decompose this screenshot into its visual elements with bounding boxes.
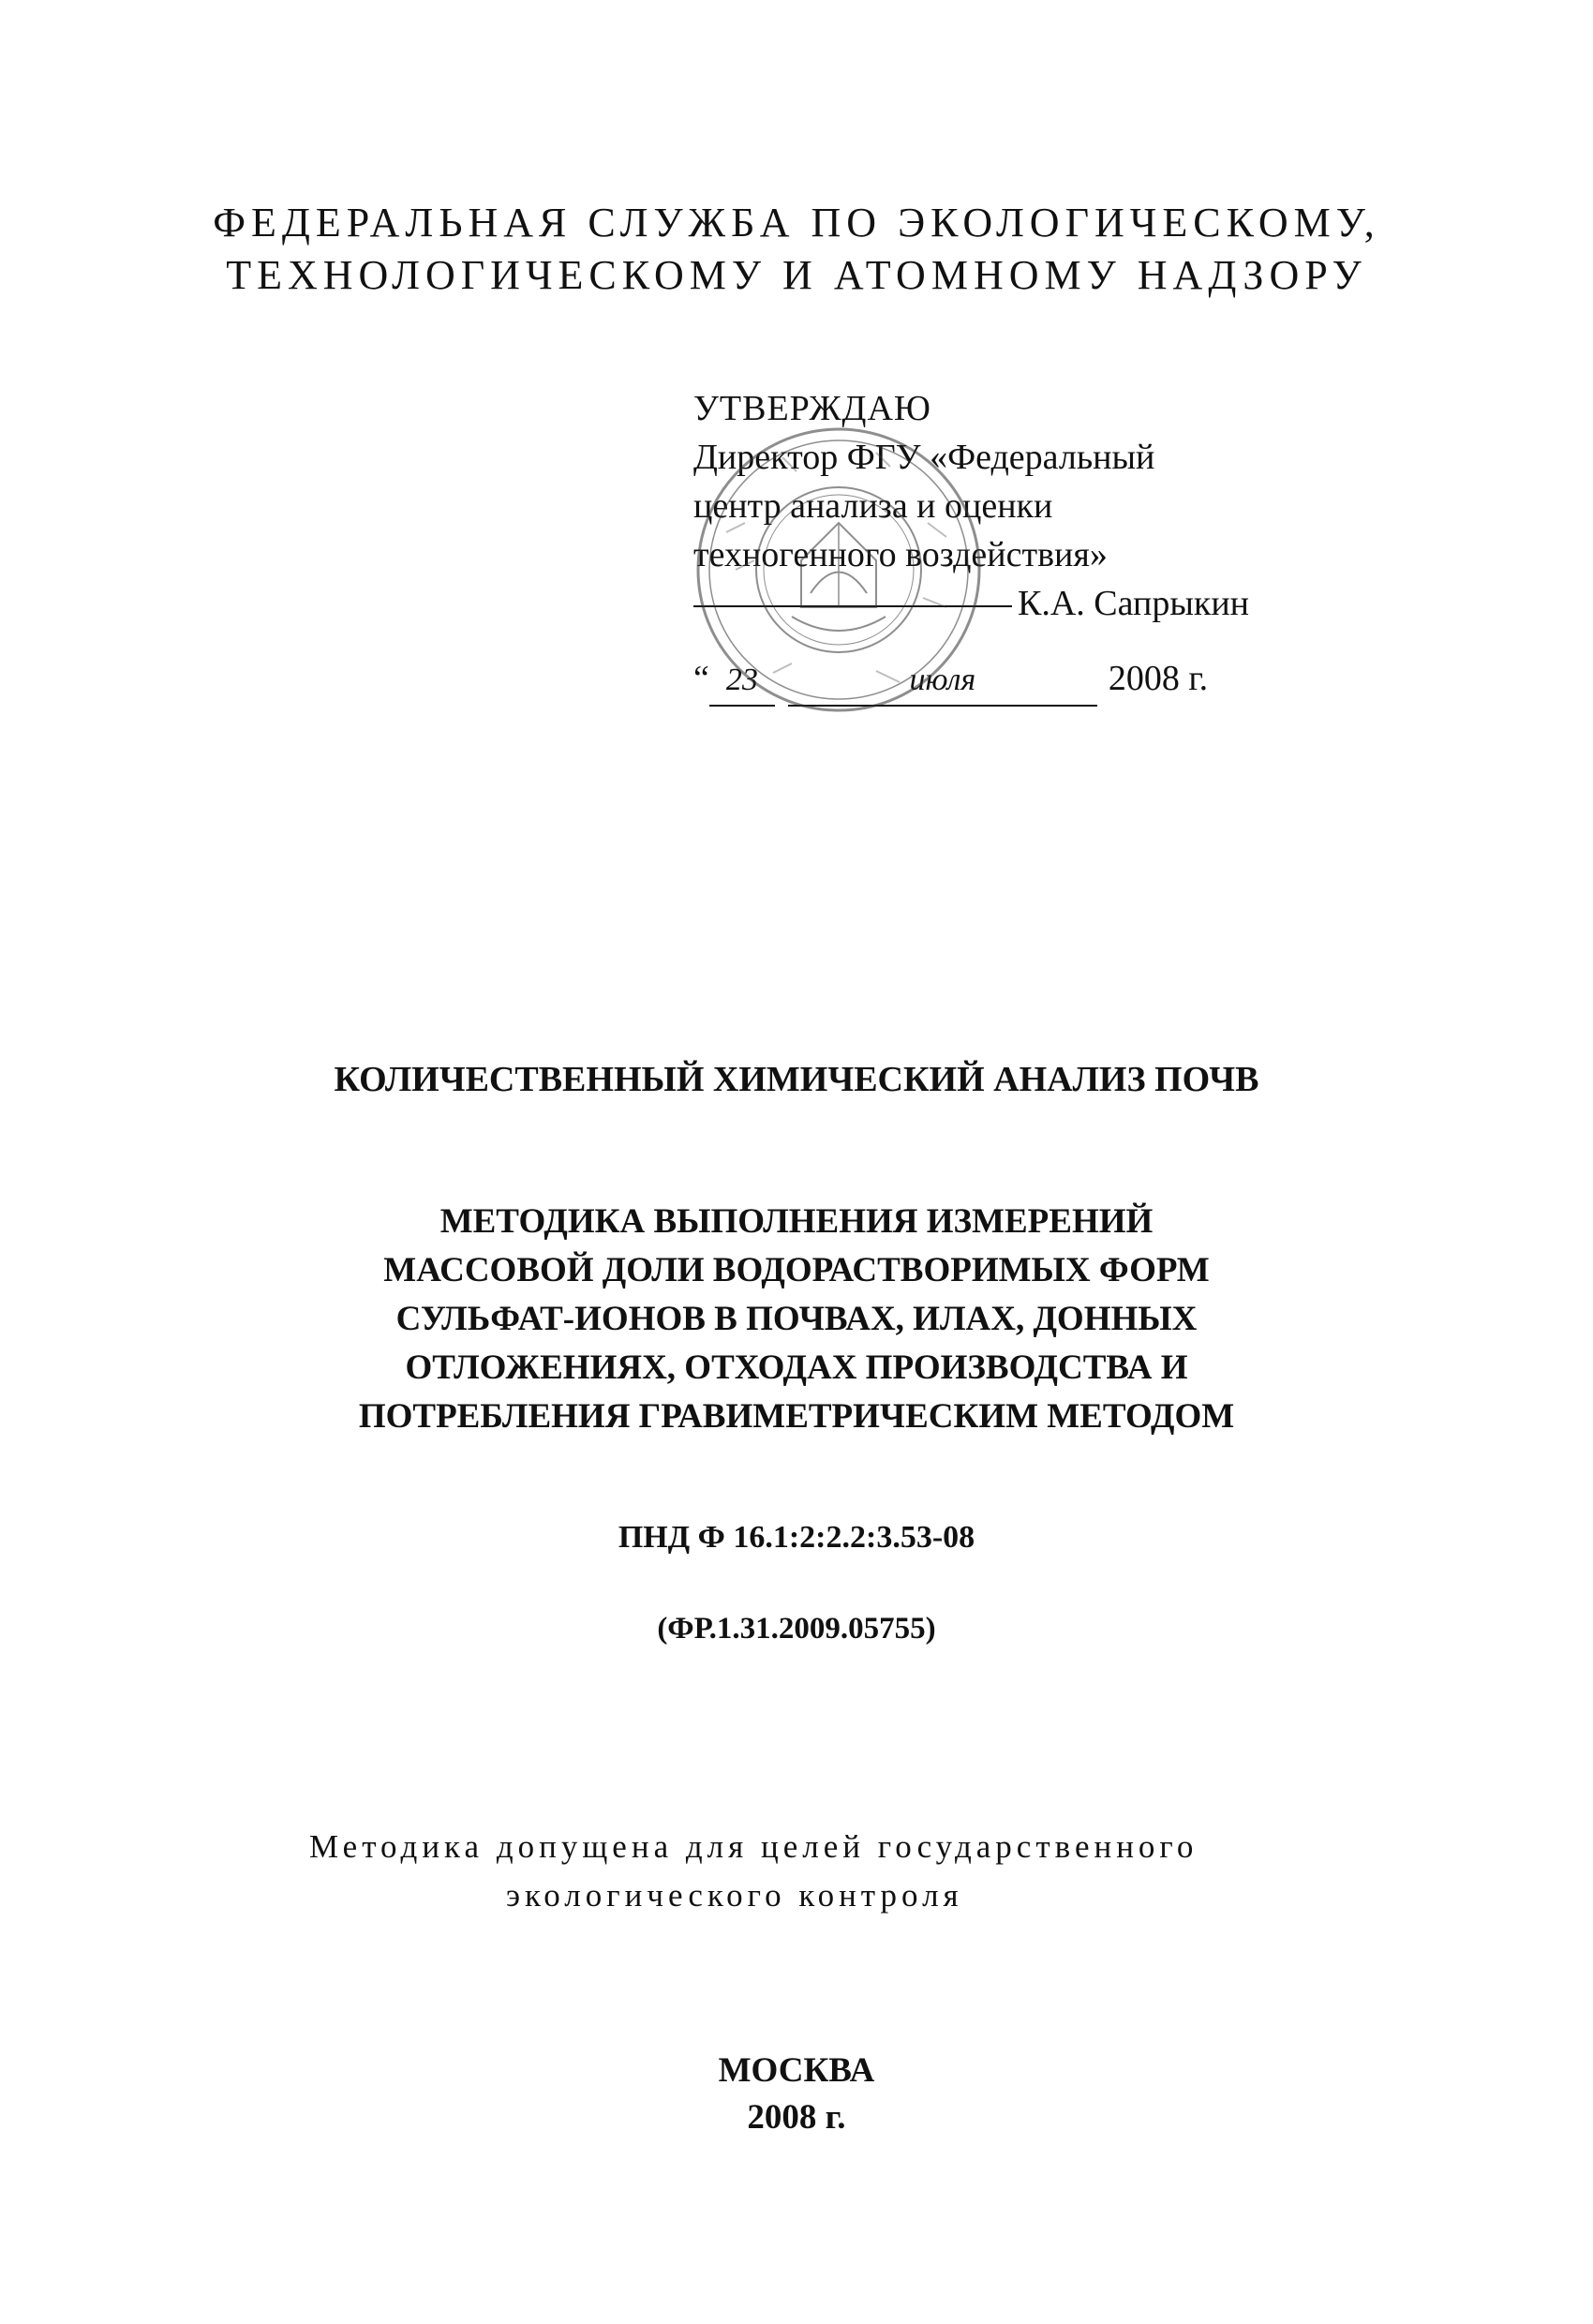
date-year: 2008 г. xyxy=(1108,659,1209,698)
method-title-line: МЕТОДИКА ВЫПОЛНЕНИЯ ИЗМЕРЕНИЙ xyxy=(439,1202,1154,1241)
agency-name-line-2: ТЕХНОЛОГИЧЕСКОМУ И АТОМНОМУ НАДЗОРУ xyxy=(226,252,1367,298)
document-code: ПНД Ф 16.1:2:2.2:3.53-08 xyxy=(618,1520,975,1555)
approval-line-3: техногенного воздействия» xyxy=(693,535,1108,574)
method-title xyxy=(0,1198,1593,1441)
signature-line xyxy=(693,605,1012,607)
approval-date xyxy=(693,654,1312,703)
approval-block xyxy=(693,384,1312,703)
admission-line-2: экологического контроля xyxy=(506,1877,963,1914)
document-title: КОЛИЧЕСТВЕННЫЙ ХИМИЧЕСКИЙ АНАЛИЗ ПОЧВ xyxy=(334,1060,1259,1099)
approval-line-1: Директор ФГУ «Федеральный xyxy=(693,438,1155,477)
agency-name-line-1: ФЕДЕРАЛЬНАЯ СЛУЖБА ПО ЭКОЛОГИЧЕСКОМУ, xyxy=(213,200,1380,246)
method-title-line: СУЛЬФАТ-ИОНОВ В ПОЧВАХ, ИЛАХ, ДОННЫХ xyxy=(395,1300,1198,1338)
registration-number: (ФР.1.31.2009.05755) xyxy=(657,1612,936,1646)
signatory-name: К.А. Сапрыкин xyxy=(1018,584,1249,623)
approval-line-2: центр анализа и оценки xyxy=(693,486,1053,526)
date-open-quote: “ xyxy=(693,659,709,698)
method-title-line: ОТЛОЖЕНИЯХ, ОТХОДАХ ПРОИЗВОДСТВА И xyxy=(405,1348,1188,1387)
approval-heading: УТВЕРЖДАЮ xyxy=(693,389,931,428)
signature-row xyxy=(693,579,1312,628)
publication-year: 2008 г. xyxy=(747,2098,846,2137)
date-day: 23 xyxy=(709,656,775,707)
method-title-line: МАССОВОЙ ДОЛИ ВОДОРАСТВОРИМЫХ ФОРМ xyxy=(383,1251,1210,1289)
date-month: июля xyxy=(788,656,1097,707)
method-title-line: ПОТРЕБЛЕНИЯ ГРАВИМЕТРИЧЕСКИМ МЕТОДОМ xyxy=(358,1397,1235,1436)
city-name: МОСКВА xyxy=(718,2051,875,2090)
admission-note xyxy=(309,1823,1434,1920)
publication-place xyxy=(0,2048,1593,2141)
admission-line-1: Методика допущена для целей государственного xyxy=(309,1828,1198,1865)
